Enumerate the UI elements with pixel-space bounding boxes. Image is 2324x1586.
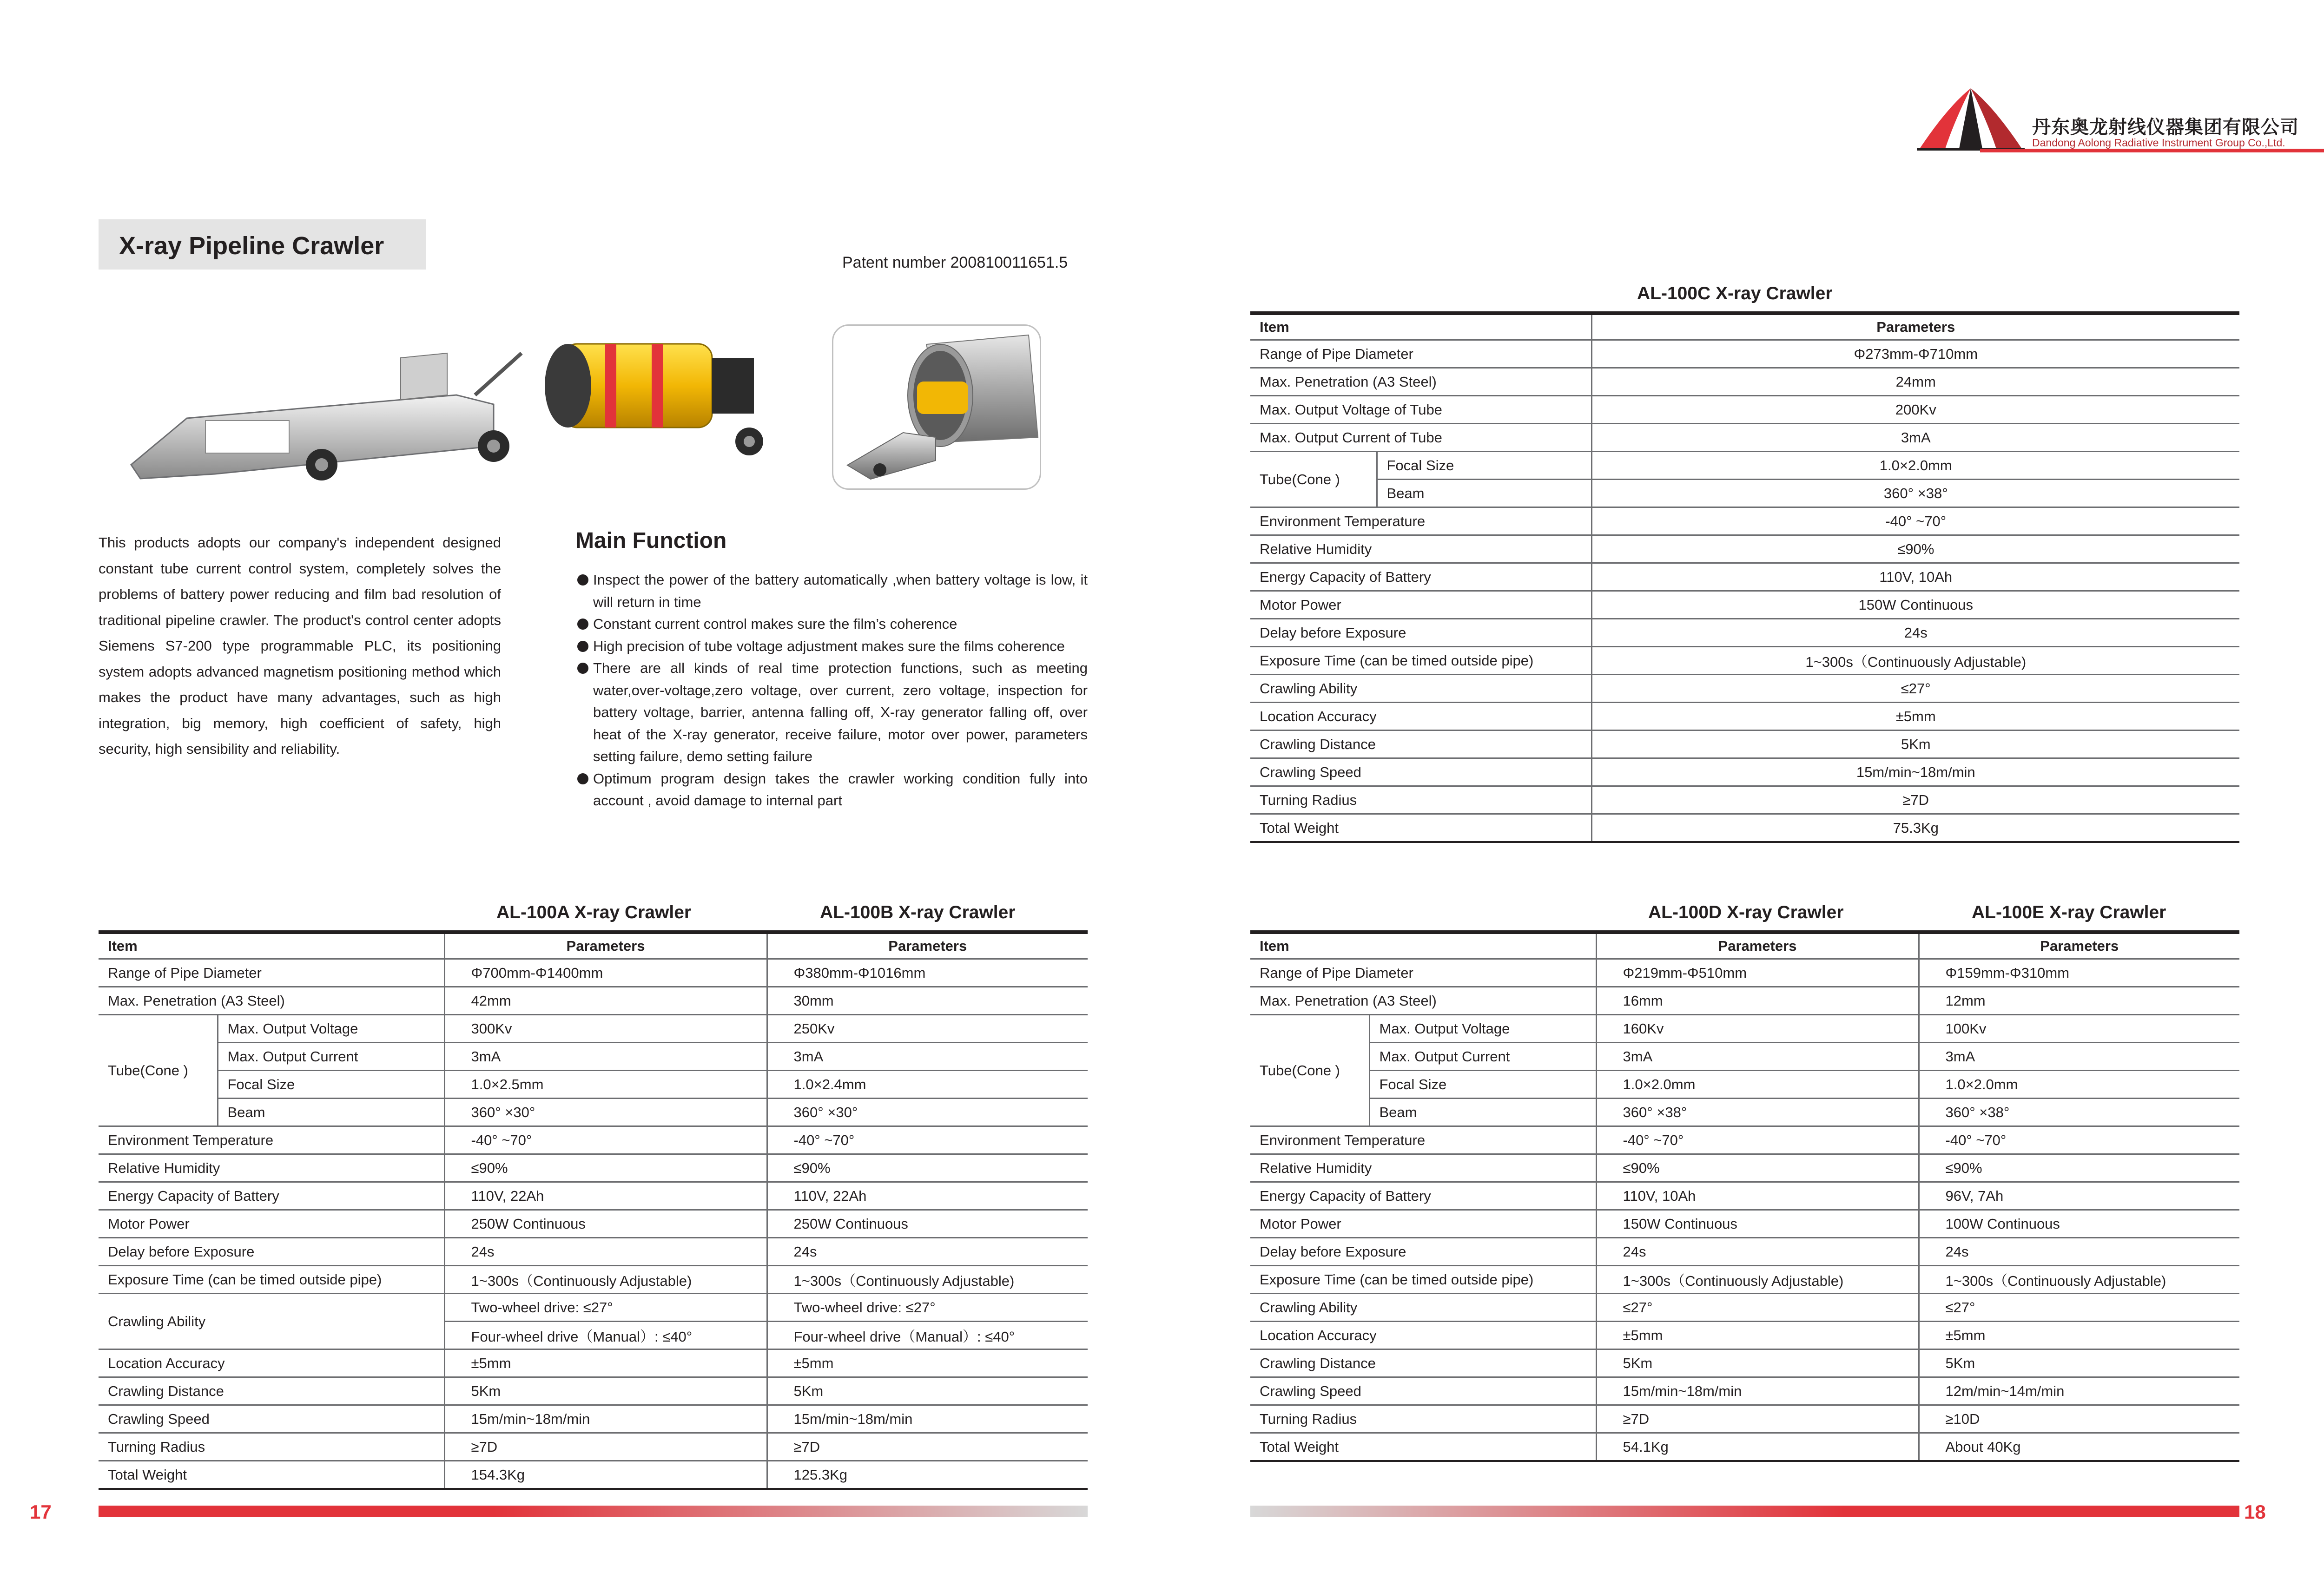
- table-row: [1250, 1433, 2239, 1461]
- table-cell: 96V, 7Ah: [1919, 1182, 2239, 1210]
- table-cell: Relative Humidity: [1250, 535, 1591, 563]
- table-cell: Max. Output Current: [218, 1043, 444, 1071]
- table-cell: Two-wheel drive: ≤27°: [444, 1294, 767, 1322]
- table-row: [99, 1071, 1088, 1099]
- page-number-right: 18: [2244, 1501, 2266, 1523]
- company-name-en: Dandong Aolong Radiative Instrument Group Co.,Ltd.: [2032, 137, 2285, 149]
- bullet-icon: [577, 574, 588, 586]
- table-row: [99, 1210, 1088, 1238]
- table-row: [1250, 1015, 2239, 1043]
- table-cell: 1.0×2.4mm: [767, 1071, 1088, 1099]
- table-row: [1250, 1405, 2239, 1433]
- table-cell: -40° ~70°: [767, 1126, 1088, 1154]
- tube-label: Tube(Cone ): [1250, 452, 1377, 507]
- table-cell: Delay before Exposure: [99, 1238, 444, 1266]
- table-row: [1250, 1266, 2239, 1294]
- table-cell: ±5mm: [444, 1349, 767, 1377]
- page-title: X-ray Pipeline Crawler: [119, 232, 384, 260]
- table-cell: 54.1Kg: [1596, 1433, 1919, 1461]
- table-cell: 24s: [1596, 1238, 1919, 1266]
- table-cell: Four-wheel drive（Manual）: ≤40°: [444, 1322, 767, 1349]
- table-cell: ≤27°: [1591, 675, 2239, 703]
- table-cell: Location Accuracy: [99, 1349, 444, 1377]
- table-cell: Φ380mm-Φ1016mm: [767, 959, 1088, 987]
- table-cell: Relative Humidity: [99, 1154, 444, 1182]
- table-cell: 100Kv: [1919, 1015, 2239, 1043]
- list-item: Optimum program design takes the crawler working condition fully into account , avoid damage to internal part: [577, 768, 1088, 812]
- table-cell: Delay before Exposure: [1250, 619, 1591, 647]
- table-cell: 15m/min~18m/min: [1596, 1377, 1919, 1405]
- table-cell: 110V, 22Ah: [767, 1182, 1088, 1210]
- table-cell: Crawling Distance: [1250, 730, 1591, 758]
- table-cell: ±5mm: [1919, 1322, 2239, 1349]
- table-cell: 1.0×2.0mm: [1596, 1071, 1919, 1099]
- table-cell: 125.3Kg: [767, 1461, 1088, 1489]
- table-cell: Exposure Time (can be timed outside pipe): [1250, 647, 1591, 675]
- company-name-cn: 丹东奥龙射线仪器集团有限公司: [2032, 117, 2299, 138]
- table-row: [1250, 786, 2239, 814]
- table-e-title: AL-100E X-ray Crawler: [1972, 902, 2166, 922]
- table-cell: 12mm: [1919, 987, 2239, 1015]
- table-row: [1250, 959, 2239, 987]
- table-row: [1250, 1377, 2239, 1405]
- tube-label: Tube(Cone ): [1250, 1015, 1369, 1126]
- table-cell: 1~300s（Continuously Adjustable): [1919, 1266, 2239, 1294]
- table-row: [99, 987, 1088, 1015]
- bullet-icon: [577, 773, 588, 784]
- table-row: [1250, 396, 2239, 424]
- table-row: [1250, 987, 2239, 1015]
- table-row: [1250, 1182, 2239, 1210]
- header-parameters: Parameters: [1591, 313, 2239, 340]
- table-cell: Exposure Time (can be timed outside pipe): [99, 1266, 444, 1294]
- table-row: [1250, 507, 2239, 535]
- table-row: [1250, 424, 2239, 452]
- header-parameters: Parameters: [767, 932, 1088, 959]
- table-cell: Location Accuracy: [1250, 1322, 1596, 1349]
- table-row: [1250, 619, 2239, 647]
- table-cell: 24s: [1919, 1238, 2239, 1266]
- table-header-row: [1250, 313, 2239, 340]
- list-item: Constant current control makes sure the film’s coherence: [577, 613, 1088, 635]
- table-cell: 24s: [444, 1238, 767, 1266]
- list-item: There are all kinds of real time protection functions, such as meeting water,over-voltage,zero voltage, over current, zero voltage, inspection for battery voltage, barrier, antenna falling off, X-ray generator falling off, over heat of the X-ray generator, receive failure, motor over power, parameters setting failure, demo setting failure: [577, 657, 1088, 768]
- table-cell: -40° ~70°: [1919, 1126, 2239, 1154]
- logo-mark-icon: [1910, 88, 2027, 153]
- table-cell: 100W Continuous: [1919, 1210, 2239, 1238]
- table-cell: Range of Pipe Diameter: [99, 959, 444, 987]
- list-item: High precision of tube voltage adjustment makes sure the films coherence: [577, 635, 1088, 658]
- table-cell: 360° ×38°: [1919, 1099, 2239, 1126]
- table-row: [1250, 1210, 2239, 1238]
- table-row: [1250, 368, 2239, 396]
- table-row: [1250, 730, 2239, 758]
- table-cell: Motor Power: [1250, 591, 1591, 619]
- table-cell: Location Accuracy: [1250, 703, 1591, 730]
- table-cell: Max. Penetration (A3 Steel): [1250, 987, 1596, 1015]
- table-row: [99, 1433, 1088, 1461]
- table-cell: Beam: [1377, 480, 1591, 507]
- table-cell: 250Kv: [767, 1015, 1088, 1043]
- header-parameters: Parameters: [1596, 932, 1919, 959]
- table-cell: 3mA: [767, 1043, 1088, 1071]
- header-divider: [1980, 149, 2324, 152]
- table-cell: Φ219mm-Φ510mm: [1596, 959, 1919, 987]
- table-row: [99, 1043, 1088, 1071]
- table-row: [1250, 1043, 2239, 1071]
- crawler-in-pipe-photo: [832, 324, 1041, 490]
- table-cell: 1~300s（Continuously Adjustable): [1596, 1266, 1919, 1294]
- table-row: [1250, 1154, 2239, 1182]
- table-cell: ≥7D: [767, 1433, 1088, 1461]
- table-cell: 24s: [1591, 619, 2239, 647]
- table-cell: 24s: [767, 1238, 1088, 1266]
- table-cell: Φ273mm-Φ710mm: [1591, 340, 2239, 368]
- table-row: [1250, 1294, 2239, 1322]
- table-cell: Energy Capacity of Battery: [99, 1182, 444, 1210]
- table-cell: Turning Radius: [1250, 786, 1591, 814]
- page-number-left: 17: [30, 1501, 52, 1523]
- table-cell: Environment Temperature: [1250, 1126, 1596, 1154]
- pipe-illustration: [833, 326, 1040, 488]
- table-row: [1250, 563, 2239, 591]
- table-cell: 75.3Kg: [1591, 814, 2239, 842]
- table-row: [1250, 591, 2239, 619]
- table-cell: Crawling Ability: [1250, 1294, 1596, 1322]
- table-cell: ≤27°: [1596, 1294, 1919, 1322]
- header-item: Item: [1250, 932, 1596, 959]
- table-cell: Turning Radius: [1250, 1405, 1596, 1433]
- table-cell: Relative Humidity: [1250, 1154, 1596, 1182]
- table-cell: 3mA: [444, 1043, 767, 1071]
- table-cell: 360° ×30°: [444, 1099, 767, 1126]
- header-parameters: Parameters: [444, 932, 767, 959]
- table-cell: Range of Pipe Diameter: [1250, 959, 1596, 987]
- table-cell: -40° ~70°: [1596, 1126, 1919, 1154]
- main-function-title: Main Function: [575, 528, 727, 553]
- table-row: [99, 1238, 1088, 1266]
- bullet-icon: [577, 619, 588, 630]
- table-row: [99, 1461, 1088, 1489]
- table-al100de: [1250, 930, 2239, 1462]
- table-row: [1250, 480, 2239, 507]
- table-cell: 15m/min~18m/min: [444, 1405, 767, 1433]
- table-cell: 12m/min~14m/min: [1919, 1377, 2239, 1405]
- table-cell: Turning Radius: [99, 1433, 444, 1461]
- table-cell: Crawling Speed: [99, 1405, 444, 1433]
- table-cell: 5Km: [767, 1377, 1088, 1405]
- table-cell: Environment Temperature: [99, 1126, 444, 1154]
- header-item: Item: [99, 932, 444, 959]
- table-cell: Range of Pipe Diameter: [1250, 340, 1591, 368]
- table-cell: Delay before Exposure: [1250, 1238, 1596, 1266]
- table-cell: 5Km: [1919, 1349, 2239, 1377]
- table-d-title: AL-100D X-ray Crawler: [1648, 902, 1844, 922]
- table-cell: Two-wheel drive: ≤27°: [767, 1294, 1088, 1322]
- table-header-row: [99, 932, 1088, 959]
- table-cell: 42mm: [444, 987, 767, 1015]
- table-row: [1250, 758, 2239, 786]
- table-cell: Crawling Speed: [1250, 758, 1591, 786]
- header-item: Item: [1250, 313, 1591, 340]
- table-cell: Max. Output Current of Tube: [1250, 424, 1591, 452]
- table-cell: 5Km: [444, 1377, 767, 1405]
- bullet-icon: [577, 641, 588, 652]
- table-cell: 154.3Kg: [444, 1461, 767, 1489]
- table-row: [1250, 1238, 2239, 1266]
- table-cell: Max. Output Voltage: [1369, 1015, 1596, 1043]
- table-cell: ≤90%: [1919, 1154, 2239, 1182]
- table-cell: 250W Continuous: [444, 1210, 767, 1238]
- table-cell: 3mA: [1596, 1043, 1919, 1071]
- patent-number: Patent number 200810011651.5: [842, 254, 1068, 271]
- table-cell: Total Weight: [1250, 1433, 1596, 1461]
- table-row: [99, 1182, 1088, 1210]
- table-row: [99, 1015, 1088, 1043]
- table-cell: Φ700mm-Φ1400mm: [444, 959, 767, 987]
- table-cell: 1~300s（Continuously Adjustable): [444, 1266, 767, 1294]
- table-cell: Four-wheel drive（Manual）: ≤40°: [767, 1322, 1088, 1349]
- table-cell: Total Weight: [99, 1461, 444, 1489]
- table-cell: 1~300s（Continuously Adjustable): [767, 1266, 1088, 1294]
- table-cell: 30mm: [767, 987, 1088, 1015]
- table-cell: 360° ×38°: [1591, 480, 2239, 507]
- table-cell: 110V, 10Ah: [1591, 563, 2239, 591]
- table-cell: 200Kv: [1591, 396, 2239, 424]
- table-cell: Energy Capacity of Battery: [1250, 1182, 1596, 1210]
- table-cell: 16mm: [1596, 987, 1919, 1015]
- table-row: [1250, 340, 2239, 368]
- list-item: Inspect the power of the battery automatically ,when battery voltage is low, it will return in time: [577, 569, 1088, 613]
- table-cell: 1~300s（Continuously Adjustable): [1591, 647, 2239, 675]
- crawling-ability-label: Crawling Ability: [99, 1294, 444, 1349]
- table-cell: 5Km: [1591, 730, 2239, 758]
- table-row: [99, 1377, 1088, 1405]
- footer-bar-left: [99, 1506, 1088, 1517]
- table-cell: Focal Size: [1369, 1071, 1596, 1099]
- table-row: [1250, 452, 2239, 480]
- table-cell: Max. Penetration (A3 Steel): [99, 987, 444, 1015]
- header-parameters: Parameters: [1919, 932, 2239, 959]
- table-row: [99, 1126, 1088, 1154]
- table-cell: Φ159mm-Φ310mm: [1919, 959, 2239, 987]
- table-row: [1250, 1071, 2239, 1099]
- company-logo: [1910, 88, 2299, 153]
- table-al100c: [1250, 311, 2239, 843]
- table-cell: ±5mm: [1591, 703, 2239, 730]
- table-cell: Beam: [1369, 1099, 1596, 1126]
- table-cell: Motor Power: [99, 1210, 444, 1238]
- table-cell: ≤90%: [444, 1154, 767, 1182]
- table-cell: Max. Output Current: [1369, 1043, 1596, 1071]
- table-row: [99, 1266, 1088, 1294]
- table-b-title: AL-100B X-ray Crawler: [820, 902, 1016, 922]
- table-row: [99, 1294, 1088, 1322]
- table-row: [1250, 535, 2239, 563]
- page-title-box: [99, 219, 426, 270]
- table-row: [1250, 647, 2239, 675]
- table-cell: ≥7D: [1596, 1405, 1919, 1433]
- table-cell: -40° ~70°: [1591, 507, 2239, 535]
- table-cell: 150W Continuous: [1596, 1210, 1919, 1238]
- table-row: [1250, 1322, 2239, 1349]
- table-cell: 1.0×2.0mm: [1919, 1071, 2239, 1099]
- table-cell: 1.0×2.5mm: [444, 1071, 767, 1099]
- table-row: [99, 1405, 1088, 1433]
- intro-paragraph: This products adopts our company's independent designed constant tube current control system, completely solves the problems of battery power reducing and film bad resolution of traditional pipeline crawler. The product's control center adopts Siemens S7-200 type programmable PLC, its positioning system adopts advanced magnetism positioning method which makes the product have many advantages, such as high integration, big memory, high coefficient of safety, high security, high sensibility and reliability.: [99, 534, 501, 757]
- table-row: [1250, 703, 2239, 730]
- table-cell: Environment Temperature: [1250, 507, 1591, 535]
- table-cell: 15m/min~18m/min: [767, 1405, 1088, 1433]
- table-cell: About 40Kg: [1919, 1433, 2239, 1461]
- table-cell: Crawling Speed: [1250, 1377, 1596, 1405]
- bullet-icon: [577, 663, 588, 674]
- table-cell: ≥7D: [444, 1433, 767, 1461]
- table-al100ab: [99, 930, 1088, 1490]
- table-cell: Beam: [218, 1099, 444, 1126]
- table-cell: ≤90%: [1596, 1154, 1919, 1182]
- table-row: [99, 959, 1088, 987]
- table-cell: ±5mm: [767, 1349, 1088, 1377]
- table-header-row: [1250, 932, 2239, 959]
- table-cell: ±5mm: [1596, 1322, 1919, 1349]
- table-row: [1250, 675, 2239, 703]
- table-cell: 15m/min~18m/min: [1591, 758, 2239, 786]
- table-cell: ≤90%: [767, 1154, 1088, 1182]
- table-cell: Crawling Distance: [1250, 1349, 1596, 1377]
- table-cell: 360° ×30°: [767, 1099, 1088, 1126]
- table-cell: Max. Output Voltage of Tube: [1250, 396, 1591, 424]
- table-cell: 250W Continuous: [767, 1210, 1088, 1238]
- table-a-title: AL-100A X-ray Crawler: [496, 902, 692, 922]
- table-cell: Crawling Distance: [99, 1377, 444, 1405]
- table-cell: 110V, 22Ah: [444, 1182, 767, 1210]
- crawler-photo: [122, 325, 791, 493]
- table-cell: Energy Capacity of Battery: [1250, 563, 1591, 591]
- table-cell: ≥7D: [1591, 786, 2239, 814]
- table-row: [99, 1349, 1088, 1377]
- table-row: [1250, 1099, 2239, 1126]
- footer-bar-right: [1250, 1506, 2239, 1517]
- main-function-list: [577, 569, 1088, 812]
- table-row: [1250, 1349, 2239, 1377]
- table-row: [1250, 1126, 2239, 1154]
- table-cell: 150W Continuous: [1591, 591, 2239, 619]
- table-cell: ≤27°: [1919, 1294, 2239, 1322]
- table-cell: 5Km: [1596, 1349, 1919, 1377]
- table-cell: Max. Output Voltage: [218, 1015, 444, 1043]
- table-row: [99, 1099, 1088, 1126]
- table-cell: Crawling Ability: [1250, 675, 1591, 703]
- table-cell: 160Kv: [1596, 1015, 1919, 1043]
- table-cell: 3mA: [1591, 424, 2239, 452]
- table-row: [1250, 814, 2239, 842]
- table-cell: 360° ×38°: [1596, 1099, 1919, 1126]
- table-cell: -40° ~70°: [444, 1126, 767, 1154]
- table-cell: ≤90%: [1591, 535, 2239, 563]
- table-cell: Max. Penetration (A3 Steel): [1250, 368, 1591, 396]
- table-cell: Focal Size: [1377, 452, 1591, 480]
- tube-label: Tube(Cone ): [99, 1015, 218, 1126]
- table-c-title: AL-100C X-ray Crawler: [1637, 283, 1833, 303]
- table-cell: 1.0×2.0mm: [1591, 452, 2239, 480]
- table-cell: ≥10D: [1919, 1405, 2239, 1433]
- table-cell: 110V, 10Ah: [1596, 1182, 1919, 1210]
- table-cell: Focal Size: [218, 1071, 444, 1099]
- table-cell: 24mm: [1591, 368, 2239, 396]
- table-row: [99, 1154, 1088, 1182]
- table-cell: Total Weight: [1250, 814, 1591, 842]
- table-cell: 300Kv: [444, 1015, 767, 1043]
- table-cell: Motor Power: [1250, 1210, 1596, 1238]
- table-cell: Exposure Time (can be timed outside pipe): [1250, 1266, 1596, 1294]
- table-cell: 3mA: [1919, 1043, 2239, 1071]
